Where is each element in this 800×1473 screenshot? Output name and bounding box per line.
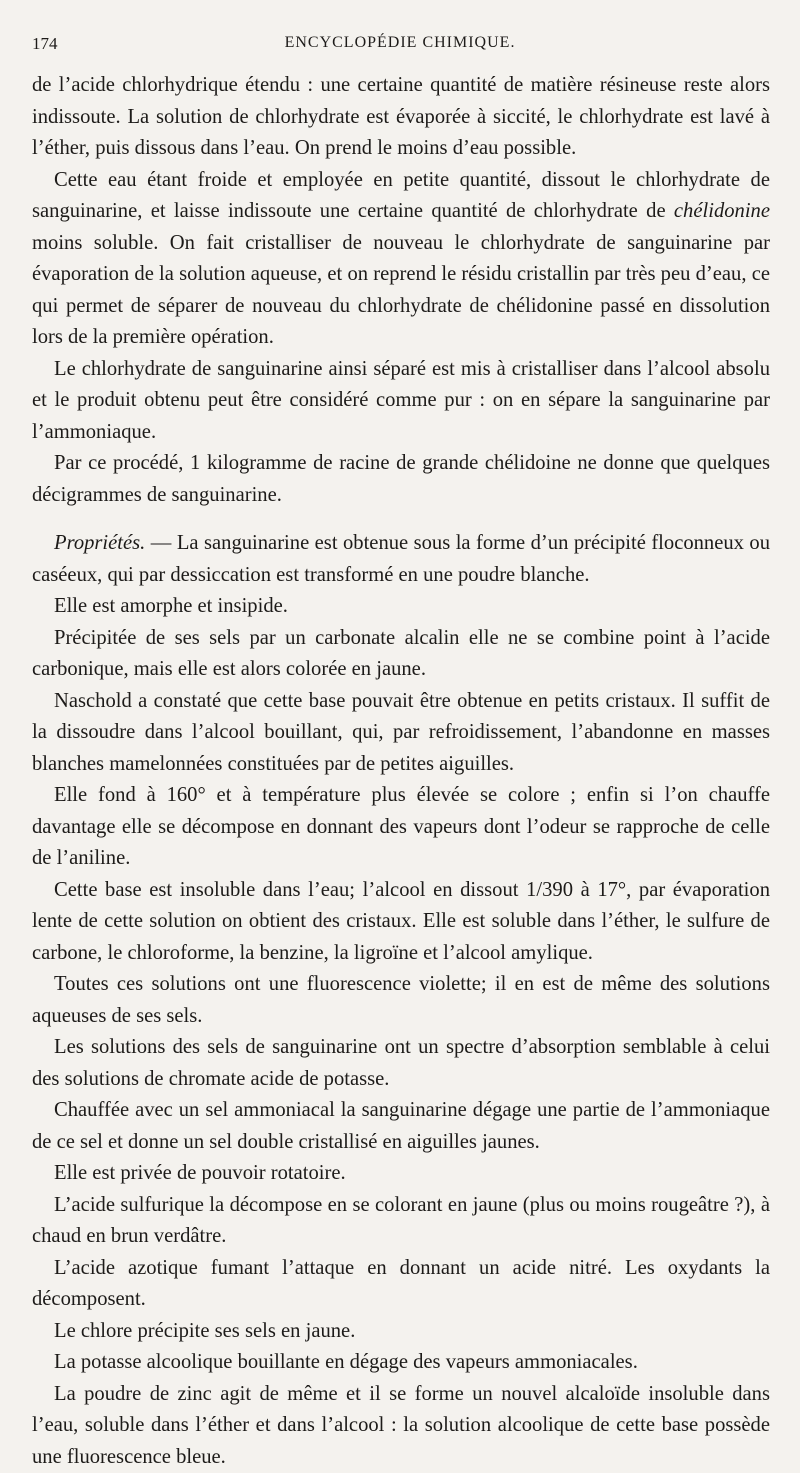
section-paragraph <box>32 528 770 591</box>
paragraph: Par ce procédé, 1 kilogramme de racine de grande chélidoine ne donne que quelques décigrammes de sanguinarine. <box>32 448 770 511</box>
paragraph-text: Cette eau étant froide et employée en petite quantité, dissout le chlorhydrate de sanguinarine, et laisse indissoute une certaine quantité de chlorhydrate de <box>32 169 770 223</box>
paragraph: Toutes ces solutions ont une fluorescence violette; il en est de même des solutions aqueuses de ses sels. <box>32 969 770 1032</box>
page-number: 174 <box>32 34 58 54</box>
paragraph: Chauffée avec un sel ammoniacal la sanguinarine dégage une partie de l’ammoniaque de ce sel et donne un sel double cristallisé en aiguilles jaunes. <box>32 1095 770 1158</box>
section-heading: Propriétés. <box>54 532 145 554</box>
paragraph: Elle est amorphe et insipide. <box>32 591 770 623</box>
paragraph: de l’acide chlorhydrique étendu : une certaine quantité de matière résineuse reste alors indissoute. La solution de chlorhydrate est évaporée à siccité, le chlorhydrate est lavé à l’éther, puis dissous dans l’eau. On prend le moins d’eau possible. <box>32 70 770 165</box>
paragraph: Les solutions des sels de sanguinarine ont un spectre d’absorption semblable à celui des solutions de chromate acide de potasse. <box>32 1032 770 1095</box>
paragraph: Précipitée de ses sels par un carbonate alcalin elle ne se combine point à l’acide carbonique, mais elle est alors colorée en jaune. <box>32 623 770 686</box>
section-gap <box>32 511 770 528</box>
running-title: ENCYCLOPÉDIE CHIMIQUE. <box>32 34 768 52</box>
paragraph: La poudre de zinc agit de même et il se forme un nouvel alcaloïde insoluble dans l’eau, soluble dans l’éther et dans l’alcool : la solution alcoolique de cette base possède une fluorescence bleue. <box>32 1379 770 1473</box>
italic-term: chélidonine <box>674 200 770 222</box>
paragraph: La potasse alcoolique bouillante en dégage des vapeurs ammoniacales. <box>32 1347 770 1379</box>
paragraph: Naschold a constaté que cette base pouvait être obtenue en petits cristaux. Il suffit de la dissoudre dans l’alcool bouillant, qui, par refroidissement, l’abandonne en masses blanches mamelonnées constituées par de petites aiguilles. <box>32 686 770 781</box>
paragraph: Elle fond à 160° et à température plus élevée se colore ; enfin si l’on chauffe davantage elle se décompose en donnant des vapeurs dont l’odeur se rapproche de celle de l’aniline. <box>32 780 770 875</box>
page-header <box>32 34 768 58</box>
paragraph-text: moins soluble. On fait cristalliser de nouveau le chlorhydrate de sanguinarine par évaporation de la solution aqueuse, et on reprend le résidu cristallin par très peu d’eau, ce qui permet de séparer de nouveau du chlorhydrate de chélidonine passé en dissolution lors de la première opération. <box>32 232 770 349</box>
paragraph: Elle est privée de pouvoir rotatoire. <box>32 1158 770 1190</box>
paragraph: Le chlorhydrate de sanguinarine ainsi séparé est mis à cristalliser dans l’alcool absolu et le produit obtenu peut être considéré comme pur : on en sépare la sanguinarine par l’ammoniaque. <box>32 354 770 449</box>
paragraph: L’acide sulfurique la décompose en se colorant en jaune (plus ou moins rougeâtre ?), à chaud en brun verdâtre. <box>32 1190 770 1253</box>
paragraph <box>32 165 770 354</box>
paragraph-text: — La sanguinarine est obtenue sous la forme d’un précipité floconneux ou caséeux, qui par dessiccation est transformé en une poudre blanche. <box>32 532 770 586</box>
paragraph: Cette base est insoluble dans l’eau; l’alcool en dissout 1/390 à 17°, par évaporation lente de cette solution on obtient des cristaux. Elle est soluble dans l’éther, le sulfure de carbone, le chloroforme, la benzine, la ligroïne et l’alcool amylique. <box>32 875 770 970</box>
paragraph: L’acide azotique fumant l’attaque en donnant un acide nitré. Les oxydants la décomposent. <box>32 1253 770 1316</box>
page-body <box>32 70 770 1473</box>
paragraph: Le chlore précipite ses sels en jaune. <box>32 1316 770 1348</box>
